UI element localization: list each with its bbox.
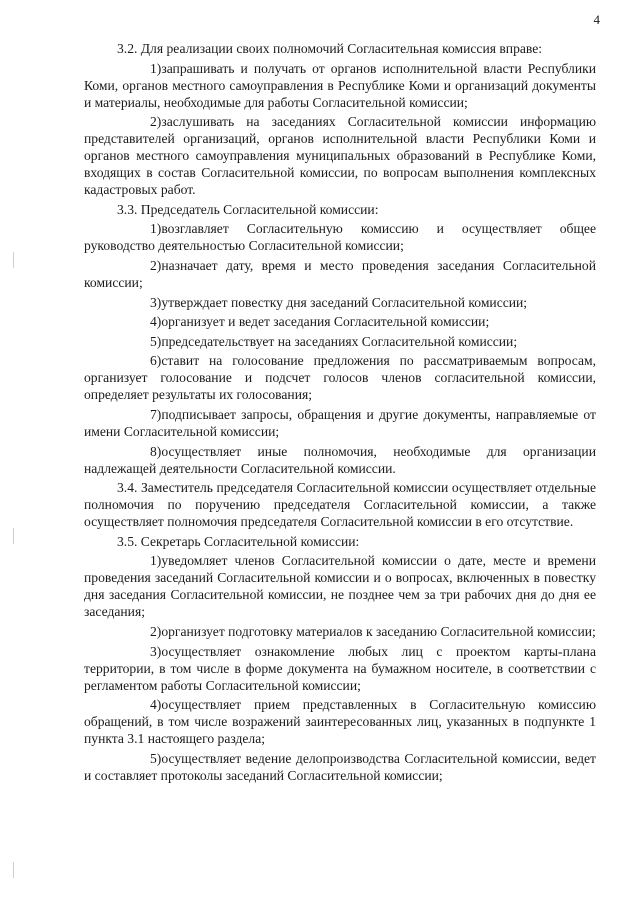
page-number: 4 [593,12,600,27]
list-item [84,220,596,254]
paragraph-text: 3.2. Для реализации своих полномочий Согласительная комиссия вправе: [117,41,543,56]
item-number: 5) [150,750,162,766]
paragraph-text: 3.3. Председатель Согласительной комиссии: [117,201,379,217]
paragraph-text: организует подготовку материалов к заседанию Согласительной комиссии; [161,623,596,639]
item-number: 7) [150,406,162,422]
scan-edge-mark [13,528,14,544]
paragraph-text: утверждает повестку дня заседаний Согласительной комиссии; [161,294,528,310]
paragraph-text: 3.4. Заместитель председателя Согласительной комиссии осуществляет отдельные полномочия по поручению председателя Согласительной комиссии, а также осуществляет полномочия председателя Согласительной комиссии в его отсутствие. [84,480,596,530]
list-item [84,294,596,311]
paragraph-text: возглавляет Согласительную комиссию и осуществляет общее руководство деятельностью Согласительной комиссии; [84,221,596,254]
section-paragraph [84,40,596,57]
item-number: 1) [150,553,162,569]
paragraph-text: подписывает запросы, обращения и другие документы, направляемые от имени Согласительной комиссии; [84,406,596,439]
item-number: 6) [150,353,162,369]
list-item [84,406,596,440]
item-number: 8) [150,443,162,459]
list-item [84,60,596,111]
list-item [84,750,596,784]
item-number: 4) [150,314,162,330]
paragraph-text: председательствует на заседаниях Согласительной комиссии; [161,333,518,349]
paragraph-text: организует и ведет заседания Согласительной комиссии; [161,314,490,330]
list-item [84,443,596,477]
item-number: 2) [150,114,162,130]
paragraph-text: 3.5. Секретарь Согласительной комиссии: [117,533,360,549]
paragraph-text: осуществляет прием представленных в Согласительную комиссию обращений, в том числе возражений заинтересованных лиц, указанных в подпункте 1 пункта 3.1 настоящего раздела; [84,697,596,747]
section-paragraph [84,533,596,550]
scan-edge-mark [13,252,14,268]
paragraph-text: ставит на голосование предложения по рассматриваемым вопросам, организует голосование и подсчет голосов членов согласительной комиссии, определяет результаты их голосования; [84,353,596,403]
document-body [84,40,596,786]
list-item [84,696,596,747]
list-item [84,313,596,330]
paragraph-text: осуществляет ведение делопроизводства Согласительной комиссии, ведет и составляет протоколы заседаний Согласительной комиссии; [84,750,596,783]
paragraph-text: заслушивать на заседаниях Согласительной комиссии информацию представителей организаций, органов исполнительной власти Республики Коми и органов местного самоуправления муниципальных образований в Республике Коми, входящих в состав Согласительной комиссии, по вопросам выполнения комплексных кадастровых работ. [84,114,596,198]
paragraph-text: запрашивать и получать от органов исполнительной власти Республики Коми, органов местного самоуправления в Республике Коми и организаций документы и материалы, необходимые для работы Согласительной комиссии; [84,60,596,110]
item-number: 1) [150,60,162,76]
paragraph-text: уведомляет членов Согласительной комиссии о дате, месте и времени проведения заседаний Согласительной комиссии и о вопросах, включенных в повестку дня заседания Согласительной комиссии, не позднее чем за три рабочих дня до дня ее заседания; [84,553,596,620]
list-item [84,352,596,403]
item-number: 3) [150,294,162,310]
paragraph-text: осуществляет иные полномочия, необходимые для организации надлежащей деятельности Согласительной комиссии. [84,443,596,476]
list-item [84,552,596,620]
item-number: 2) [150,257,162,273]
list-item [84,333,596,350]
list-item [84,623,596,640]
item-number: 1) [150,221,162,237]
item-number: 4) [150,697,162,713]
list-item [84,257,596,291]
section-paragraph [84,201,596,218]
paragraph-text: осуществляет ознакомление любых лиц с проектом карты-плана территории, в том числе в форме документа на бумажном носителе, в соответствии с регламентом работы Согласительной комиссии; [84,643,596,693]
list-item [84,643,596,694]
list-item [84,113,596,198]
item-number: 5) [150,333,162,349]
scan-edge-mark [13,862,14,878]
section-paragraph [84,479,596,530]
item-number: 3) [150,643,162,659]
item-number: 2) [150,623,162,639]
paragraph-text: назначает дату, время и место проведения заседания Согласительной комиссии; [84,257,596,290]
